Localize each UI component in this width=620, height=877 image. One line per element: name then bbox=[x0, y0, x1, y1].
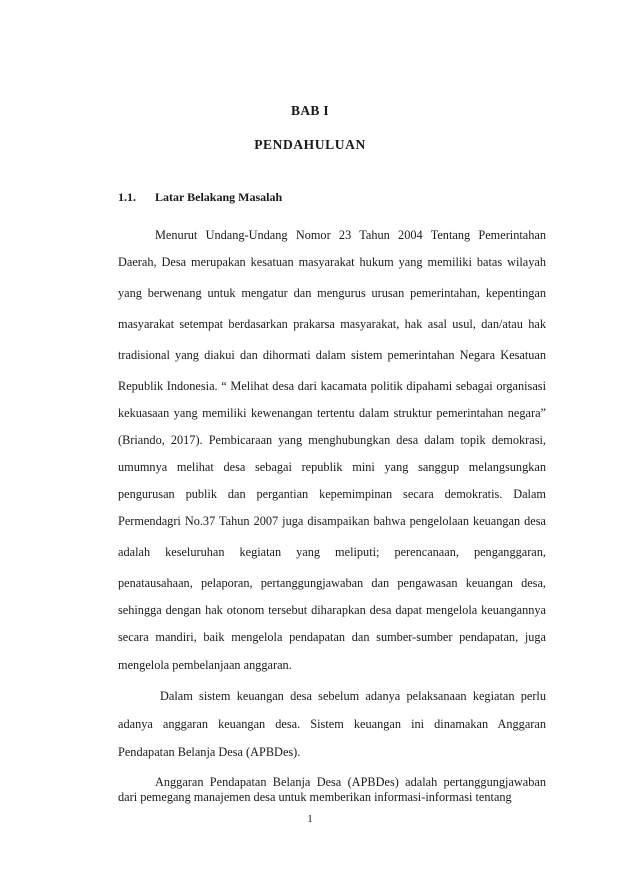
body-line: Pendapatan Belanja Desa (APBDes). bbox=[118, 745, 301, 759]
page-number: 1 bbox=[307, 813, 313, 825]
body-line: penatausahaan, pelaporan, pertanggungjawaban dan pengawasan keuangan desa, bbox=[118, 576, 546, 590]
body-line: Republik Indonesia. “ Melihat desa dari kacamata politik dipahami sebagai organisasi bbox=[118, 379, 546, 393]
body-line: sehingga dengan hak otonom tersebut diharapkan desa dapat mengelola keuangannya bbox=[118, 603, 546, 617]
body-line: umumnya melihat desa sebagai republik mini yang sanggup melangsungkan bbox=[118, 460, 546, 474]
body-line: tradisional yang diakui dan dihormati dalam sistem pemerintahan Negara Kesatuan bbox=[118, 348, 546, 362]
body-line: secara mandiri, baik mengelola pendapatan dan sumber-sumber pendapatan, juga bbox=[118, 630, 546, 644]
body-line: adanya anggaran keuangan desa. Sistem keuangan ini dinamakan Anggaran bbox=[118, 717, 546, 731]
chapter-heading: BAB I bbox=[291, 103, 329, 118]
body-line: Menurut Undang-Undang Nomor 23 Tahun 2004 Tentang Pemerintahan bbox=[155, 228, 546, 242]
body-line: (Briando, 2017). Pembicaraan yang menghubungkan desa dalam topik demokrasi, bbox=[118, 433, 546, 447]
body-line: Daerah, Desa merupakan kesatuan masyarakat hukum yang memiliki batas wilayah bbox=[118, 255, 546, 269]
body-line: Permendagri No.37 Tahun 2007 juga disampaikan bahwa pengelolaan keuangan desa bbox=[118, 514, 546, 528]
body-line: dari pemegang manajemen desa untuk memberikan informasi-informasi tentang bbox=[118, 790, 512, 804]
body-line: kekuasaan yang memiliki kewenangan tertentu dalam struktur pemerintahan negara” bbox=[118, 406, 546, 420]
body-line: masyarakat setempat berdasarkan prakarsa masyarakat, hak asal usul, dan/atau hak bbox=[118, 317, 546, 331]
body-line: Dalam sistem keuangan desa sebelum adanya pelaksanaan kegiatan perlu bbox=[160, 689, 546, 703]
chapter-title: PENDAHULUAN bbox=[254, 137, 366, 152]
section-heading bbox=[118, 190, 282, 205]
section-title: Latar Belakang Masalah bbox=[155, 190, 283, 204]
body-line: adalah keseluruhan kegiatan yang meliputi; perencanaan, penganggaran, bbox=[118, 545, 546, 559]
body-line: yang berwenang untuk mengatur dan mengurus urusan pemerintahan, kepentingan bbox=[118, 286, 546, 300]
body-line: mengelola pembelanjaan anggaran. bbox=[118, 658, 292, 672]
body-line: pengurusan publik dan pergantian kepemimpinan secara demokratis. Dalam bbox=[118, 487, 546, 501]
section-number: 1.1. bbox=[118, 190, 136, 204]
body-line: Anggaran Pendapatan Belanja Desa (APBDes) adalah pertanggungjawaban bbox=[155, 775, 546, 789]
